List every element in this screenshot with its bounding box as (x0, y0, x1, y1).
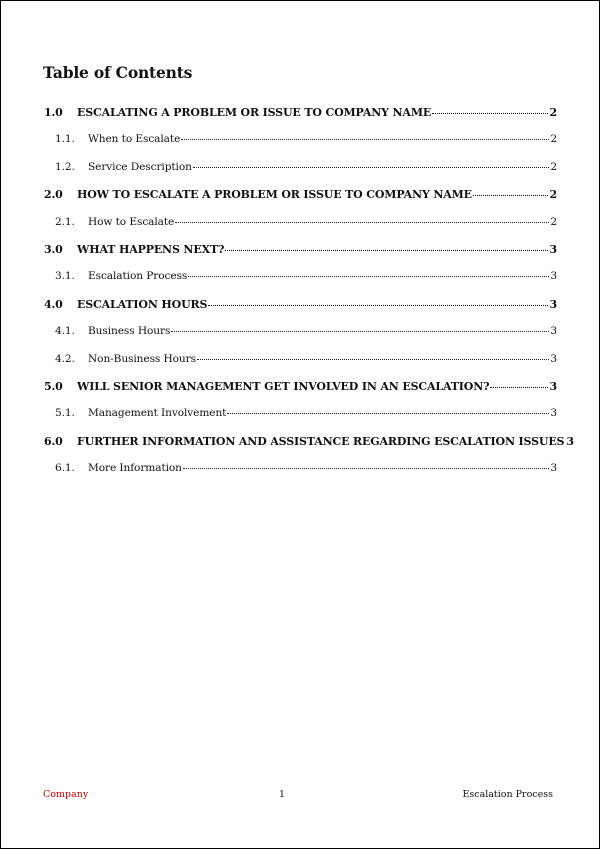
toc-section-entry[interactable] (44, 106, 557, 119)
toc-entry-number: 4.1. (55, 325, 75, 338)
toc-entry-text: HOW TO ESCALATE A PROBLEM OR ISSUE TO COMPANY NAME (77, 188, 472, 202)
toc-entry-number: 3.0 (44, 243, 63, 256)
toc-dot-leader (225, 249, 548, 251)
toc-dot-leader (197, 358, 549, 360)
toc-dot-leader (208, 304, 548, 306)
toc-entry-number: 4.2. (55, 352, 75, 365)
toc-entry-page: 3 (550, 407, 557, 420)
toc-entry-text: Escalation Process (88, 270, 188, 283)
toc-dot-leader (183, 467, 549, 469)
toc-dot-leader (227, 412, 549, 414)
toc-section-entry[interactable] (44, 434, 574, 448)
toc-entry-text: How to Escalate (88, 215, 175, 228)
toc-entry-text: More Information (88, 462, 182, 475)
toc-entry-number: 3.1. (55, 270, 75, 283)
toc-dot-leader (432, 112, 548, 114)
toc-subsection-entry[interactable] (55, 325, 557, 337)
toc-entry-number: 2.1. (55, 215, 75, 228)
toc-entry-page: 2 (550, 133, 557, 146)
toc-subsection-entry[interactable] (55, 161, 557, 173)
toc-entry-number: 2.0 (44, 188, 63, 202)
toc-entry-text: WILL SENIOR MANAGEMENT GET INVOLVED IN AN ESCALATION? (77, 380, 490, 393)
toc-subsection-entry[interactable] (55, 133, 557, 145)
toc-entry-page: 3 (550, 352, 557, 365)
toc-entry-text: WHAT HAPPENS NEXT? (77, 243, 225, 256)
toc-title: Table of Contents (43, 63, 193, 82)
toc-entry-number: 5.1. (55, 407, 75, 420)
toc-entry-page: 3 (566, 434, 574, 448)
toc-section-entry[interactable] (44, 243, 557, 256)
footer-company: Company (43, 789, 89, 800)
toc-entry-text: Non-Business Hours (88, 352, 196, 365)
toc-entry-number: 1.0 (44, 106, 63, 119)
toc-entry-page: 2 (550, 160, 557, 173)
toc-dot-leader (188, 275, 549, 277)
toc-section-entry[interactable] (44, 380, 557, 393)
toc-entry-page: 2 (550, 215, 557, 228)
toc-entry-number: 5.0 (44, 380, 63, 393)
toc-entry-number: 1.2. (55, 160, 75, 173)
toc-dot-leader (490, 386, 548, 388)
toc-subsection-entry[interactable] (55, 407, 557, 419)
toc-entry-text: When to Escalate (88, 133, 181, 146)
toc-entry-page: 3 (550, 462, 557, 475)
toc-entry-page: 3 (549, 380, 557, 393)
toc-entry-number: 6.0 (44, 434, 63, 448)
toc-dot-leader (171, 330, 549, 332)
toc-entry-text: ESCALATING A PROBLEM OR ISSUE TO COMPANY NAME (77, 106, 432, 119)
toc-entry-page: 3 (549, 243, 557, 256)
toc-entry-text: Business Hours (88, 325, 171, 338)
toc-entry-page: 3 (550, 325, 557, 338)
toc-entry-text: Service Description (88, 160, 192, 173)
toc-entry-number: 1.1. (55, 133, 75, 146)
toc-dot-leader (181, 138, 549, 140)
toc-entry-text: Management Involvement (88, 407, 227, 420)
toc-dot-leader (193, 166, 550, 168)
toc-subsection-entry[interactable] (55, 216, 557, 228)
footer-page-number: 1 (279, 789, 286, 800)
toc-entry-page: 2 (549, 188, 557, 202)
toc-entry-page: 3 (550, 270, 557, 283)
toc-entry-number: 4.0 (44, 297, 63, 311)
toc-subsection-entry[interactable] (55, 270, 557, 282)
toc-entry-page: 3 (549, 297, 557, 311)
toc-entry-text: ESCALATION HOURS (77, 297, 208, 311)
toc-section-entry[interactable] (44, 188, 557, 201)
toc-entry-page: 2 (549, 106, 557, 119)
footer-document-title: Escalation Process (462, 789, 553, 800)
toc-dot-leader (473, 194, 549, 196)
toc-dot-leader (175, 221, 549, 223)
toc-section-entry[interactable] (44, 298, 557, 311)
toc-entry-text: FURTHER INFORMATION AND ASSISTANCE REGARDING ESCALATION ISSUES (77, 434, 565, 448)
toc-subsection-entry[interactable] (55, 462, 557, 474)
toc-entry-number: 6.1. (55, 462, 75, 475)
toc-subsection-entry[interactable] (55, 353, 557, 365)
